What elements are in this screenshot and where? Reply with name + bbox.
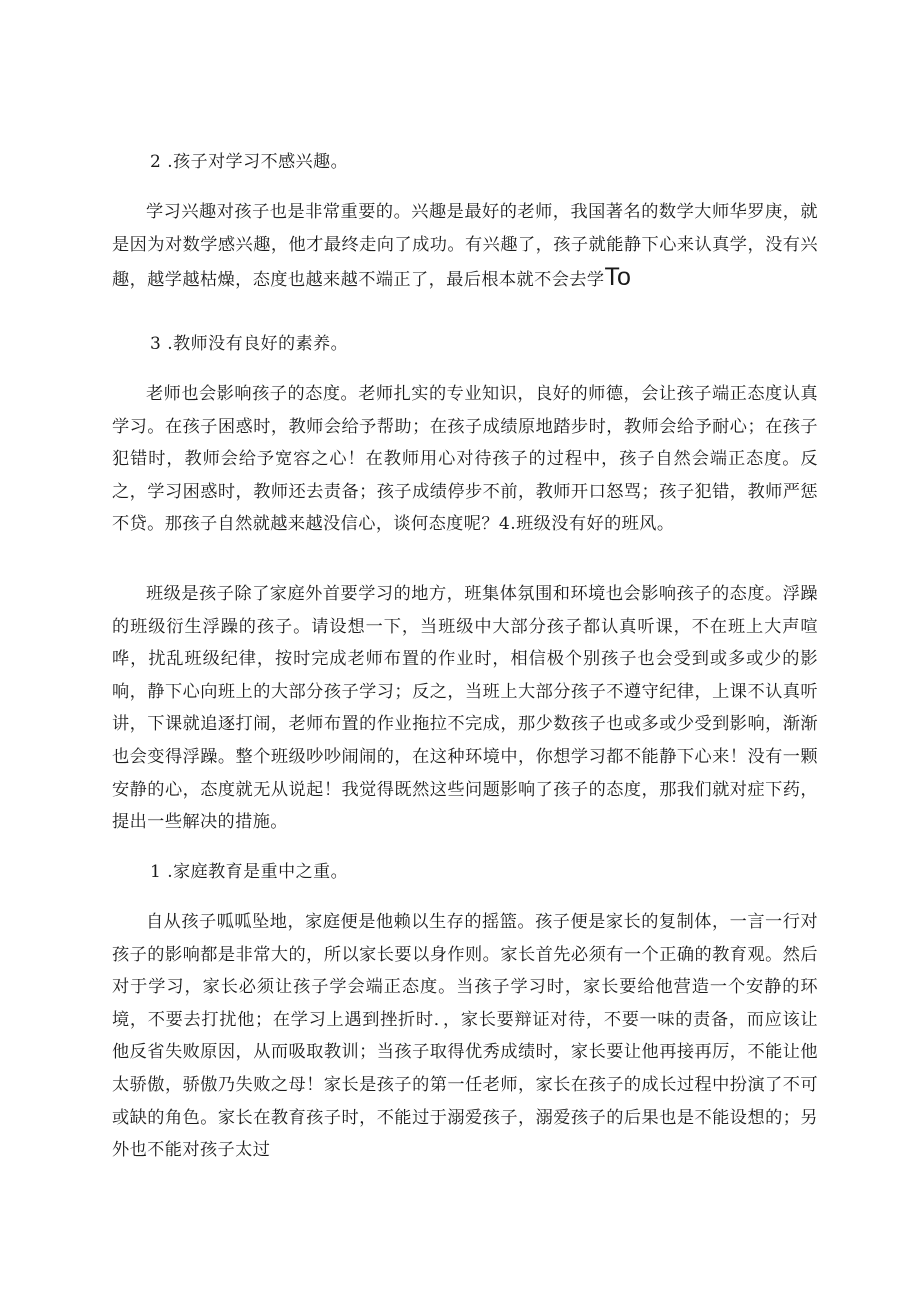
paragraph-interest: [112, 196, 818, 297]
paragraph-family: 自从孩子呱呱坠地，家庭便是他赖以生存的摇篮。孩子便是家长的复制体，一言一行对孩子的影响都是非常大的，所以家长要以身作则。家长首先必须有一个正确的教育观。然后对于学习，家长必须让孩子学会端正态度。当孩子学习时，家长要给他营造一个安静的环境，不要去打扰他；在学习上遇到挫折时．，家长要辩证对待，不要一味的责备，而应该让他反省失败原因，从而吸取教训；当孩子取得优秀成绩时，家长要让他再接再厉，不能让他太骄傲，骄傲乃失败之母！家长是孩子的第一任老师，家长在孩子的成长过程中扮演了不可或缺的角色。家长在教育孩子时，不能过于溺爱孩子，溺爱孩子的后果也是不能设想的；另外也不能对孩子太过: [112, 912, 818, 1161]
paragraph-interest-tail: To: [604, 263, 631, 292]
paragraph-teacher: 老师也会影响孩子的态度。老师扎实的专业知识，良好的师德，会让孩子端正态度认真学习。在孩子困惑时，教师会给予帮助；在孩子成绩原地踏步时，教师会给予耐心；在孩子犯错时，教师会给予宽容之心！在教师用心对待孩子的过程中，孩子自然会端正态度。反之，学习困惑时，教师还去责备；孩子成绩停步不前，教师开口怒骂；孩子犯错，教师严惩不贷。那孩子自然就越来越没信心，谈何态度呢？4.班级没有好的班风。: [112, 384, 818, 535]
section-heading-interest: 2 .孩子对学习不感兴趣。: [150, 152, 349, 172]
section-heading-family: 1 .家庭教育是重中之重。: [150, 862, 349, 882]
paragraph-interest-text: 学习兴趣对孩子也是非常重要的。兴趣是最好的老师，我国著名的数学大师华罗庚，就是因为对数学感兴趣，他才最终走向了成功。有兴趣了，孩子就能静下心来认真学，没有兴趣，越学越枯燥，态度也越来越不端正了，最后根本就不会去学: [112, 202, 818, 291]
section-heading-teacher: 3 .教师没有良好的素养。: [150, 334, 349, 354]
paragraph-class-atmosphere: 班级是孩子除了家庭外首要学习的地方，班集体氛围和环境也会影响孩子的态度。浮躁的班级衍生浮躁的孩子。请设想一下，当班级中大部分孩子都认真听课，不在班上大声喧哗，扰乱班级纪律，按时完成老师布置的作业时，相信极个别孩子也会受到或多或少的影响，静下心向班上的大部分孩子学习；反之，当班上大部分孩子不遵守纪律，上课不认真听讲，下课就追逐打闹，老师布置的作业拖拉不完成，那少数孩子也或多或少受到影响，渐渐也会变得浮躁。整个班级吵吵闹闹的，在这种环境中，你想学习都不能静下心来！没有一颗安静的心，态度就无从说起！我觉得既然这些问题影响了孩子的态度，那我们就对症下药，提出一些解决的措施。: [112, 584, 818, 833]
